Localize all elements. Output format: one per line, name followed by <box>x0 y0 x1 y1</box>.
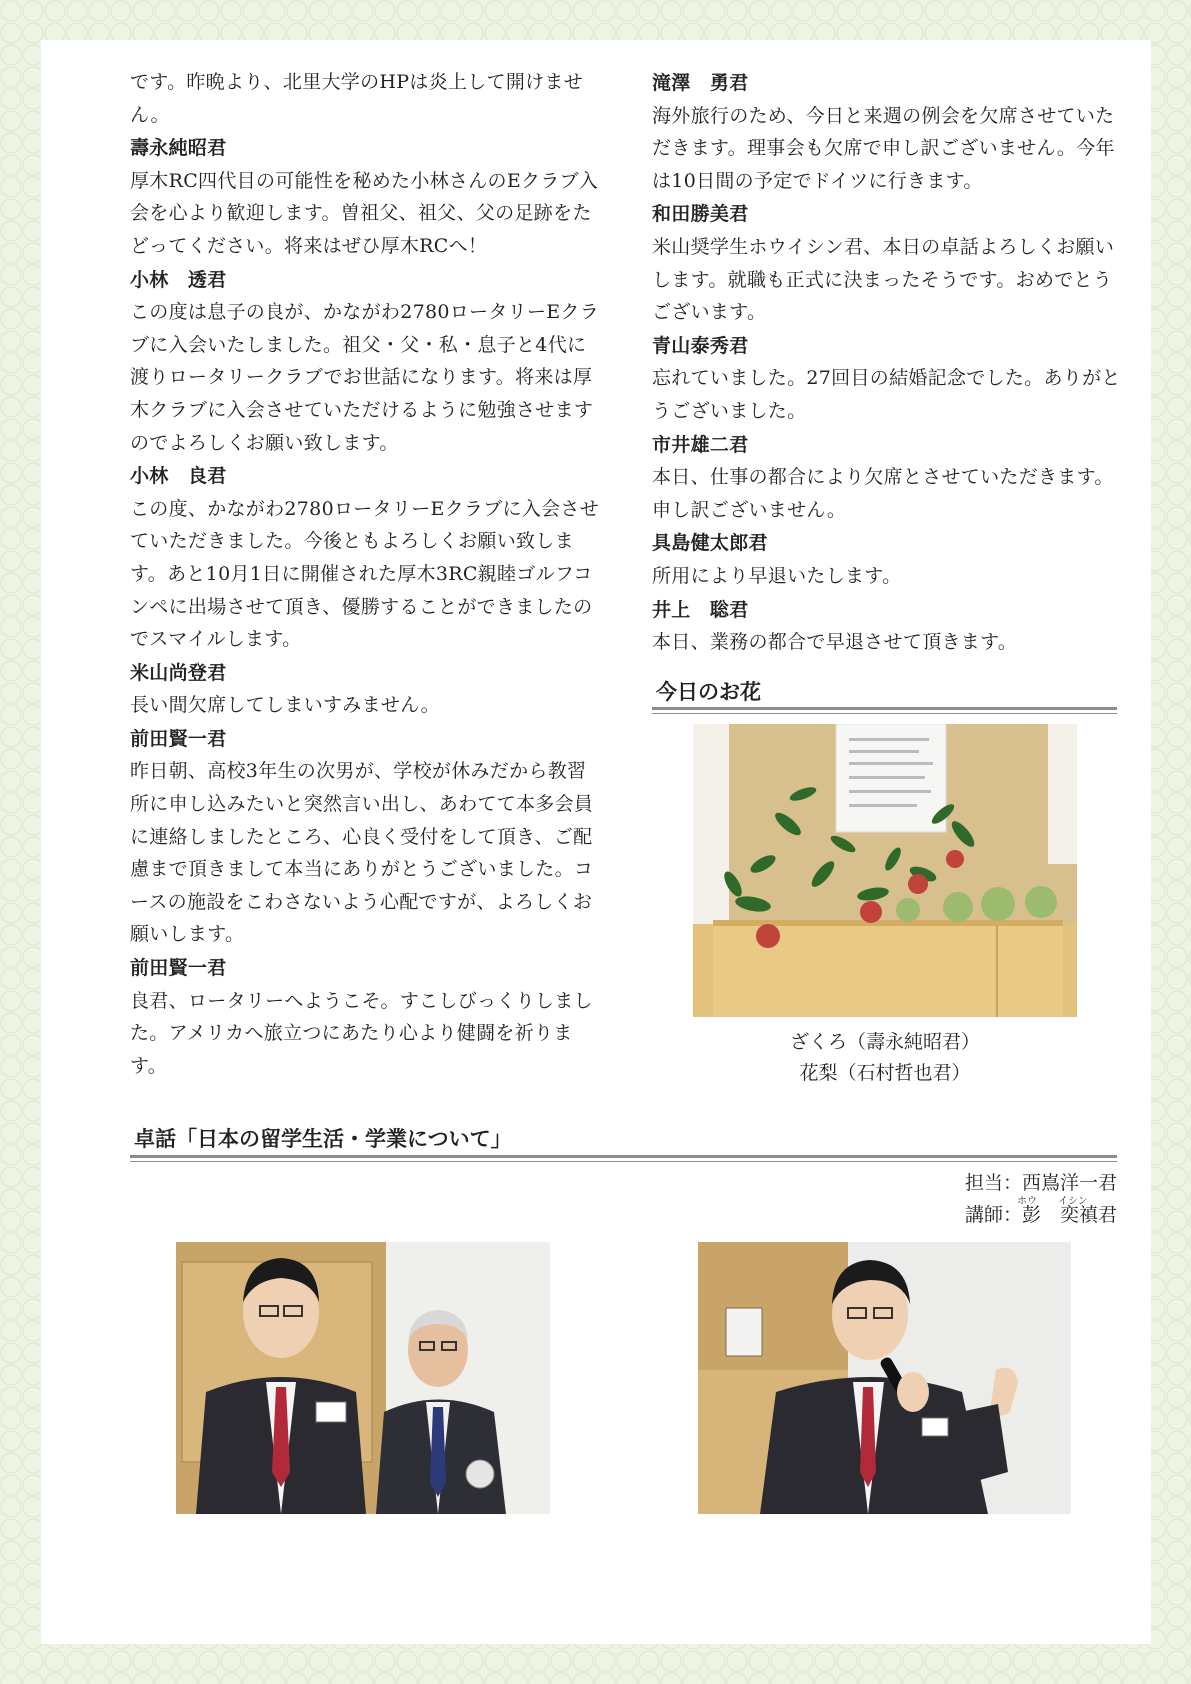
member-name: 前田賢一君 <box>130 957 227 980</box>
member-name: 小林 透君 <box>130 268 227 291</box>
flowers-heading: 今日のお花 <box>656 680 761 704</box>
member-name: 和田勝美君 <box>652 203 749 226</box>
member-name: 滝澤 勇君 <box>652 72 749 94</box>
speaker-presenting-image <box>698 1242 1071 1514</box>
speaker-presenting-photo <box>698 1242 1071 1514</box>
member-message: 米山奨学生ホウイシン君、本日の卓話よろしくお願いします。就職も正式に決まったそうです。おめでとうございます。 <box>652 235 1115 324</box>
member-message: 本日、仕事の都合により欠席とさせていただきます。申し訳ございません。 <box>652 466 1114 521</box>
member-name: 市井雄二君 <box>652 433 749 456</box>
speaker-with-member-image <box>176 1242 550 1514</box>
talk-charge: 担当：西嶌洋一君 <box>964 1172 1117 1194</box>
member-message: です。昨晩より、北里大学のHPは炎上して開けません。 <box>130 71 584 126</box>
member-message: この度は息子の良が、かながわ2780ロータリーEクラブに入会いたしました。祖父・父・私・息子と4代に渡りロータリークラブでお世話になります。将来は厚木クラブに入会させていただけるように勉強させますのでよろしくお願い致します。 <box>130 301 600 454</box>
flower-caption-2: 花梨（石村哲也君） <box>799 1062 971 1084</box>
member-name: 青山泰秀君 <box>652 334 749 357</box>
flower-arrangement-image <box>693 724 1077 1017</box>
flowers-heading-rule <box>652 707 1117 710</box>
member-message: 本日、業務の都合で早退させて頂きます。 <box>652 631 1018 654</box>
member-name: 壽永純昭君 <box>130 137 227 160</box>
member-message: 厚木RC四代目の可能性を秘めた小林さんのEクラブ入会を心より歓迎します。曽祖父、祖父、父の足跡をたどってください。将来はぜひ厚木RCへ！ <box>130 169 599 257</box>
member-name: 前田賢一君 <box>130 727 227 750</box>
left-column <box>130 66 600 1082</box>
member-name: 小林 良君 <box>130 465 227 488</box>
talk-heading-rule <box>130 1155 1117 1158</box>
flowers-heading-rule-thin <box>652 713 1117 714</box>
member-name: 井上 聡君 <box>652 598 749 621</box>
speaker-ruby-hou: ホウ <box>1017 1196 1037 1207</box>
member-message: 昨日朝、高校3年生の次男が、学校が休みだから教習所に申し込みたいと突然言い出し、あわてて本多会員に連絡しましたところ、心良く受付をして頂き、ご配慮まで頂きまして本当にありがとうございました。コースの施設をこわさないよう心配ですが、よろしくお願いします。 <box>130 760 594 946</box>
member-message: 良君、ロータリーへようこそ。すこしびっくりしました。アメリカへ旅立つにあたり心より健闘を祈ります。 <box>130 989 593 1077</box>
flower-caption-1: ざくろ（壽永純昭君） <box>789 1031 980 1053</box>
member-message: 忘れていました。27回目の結婚記念でした。ありがとうございました。 <box>652 367 1121 422</box>
member-message: この度、かながわ2780ロータリーEクラブに入会させていただきました。今後ともよろしくお願い致します。あと10月1日に開催された厚木3RC親睦ゴルフコンペに出場させて頂き、優勝することができましたのでスマイルします。 <box>130 497 600 651</box>
speaker-with-member-photo <box>176 1242 550 1514</box>
talk-heading-rule-thin <box>130 1161 1117 1162</box>
member-message: 長い間欠席してしまいすみません。 <box>130 694 440 717</box>
member-message: 海外旅行のため、今日と来週の例会を欠席させていただきます。理事会も欠席で申し訳ございません。今年は10日間の予定でドイツに行きます。 <box>652 104 1115 192</box>
speaker-ruby-ishin: イシン <box>1058 1196 1088 1207</box>
member-name: 具島健太郎君 <box>652 532 768 555</box>
talk-speaker: 講師：彭 奕禛君 <box>964 1204 1117 1226</box>
member-message: 所用により早退いたします。 <box>652 564 902 587</box>
right-column <box>652 66 1122 659</box>
member-name: 米山尚登君 <box>130 661 227 684</box>
talk-heading: 卓話「日本の留学生活・学業について」 <box>134 1127 512 1151</box>
flower-arrangement-photo <box>693 724 1077 1017</box>
